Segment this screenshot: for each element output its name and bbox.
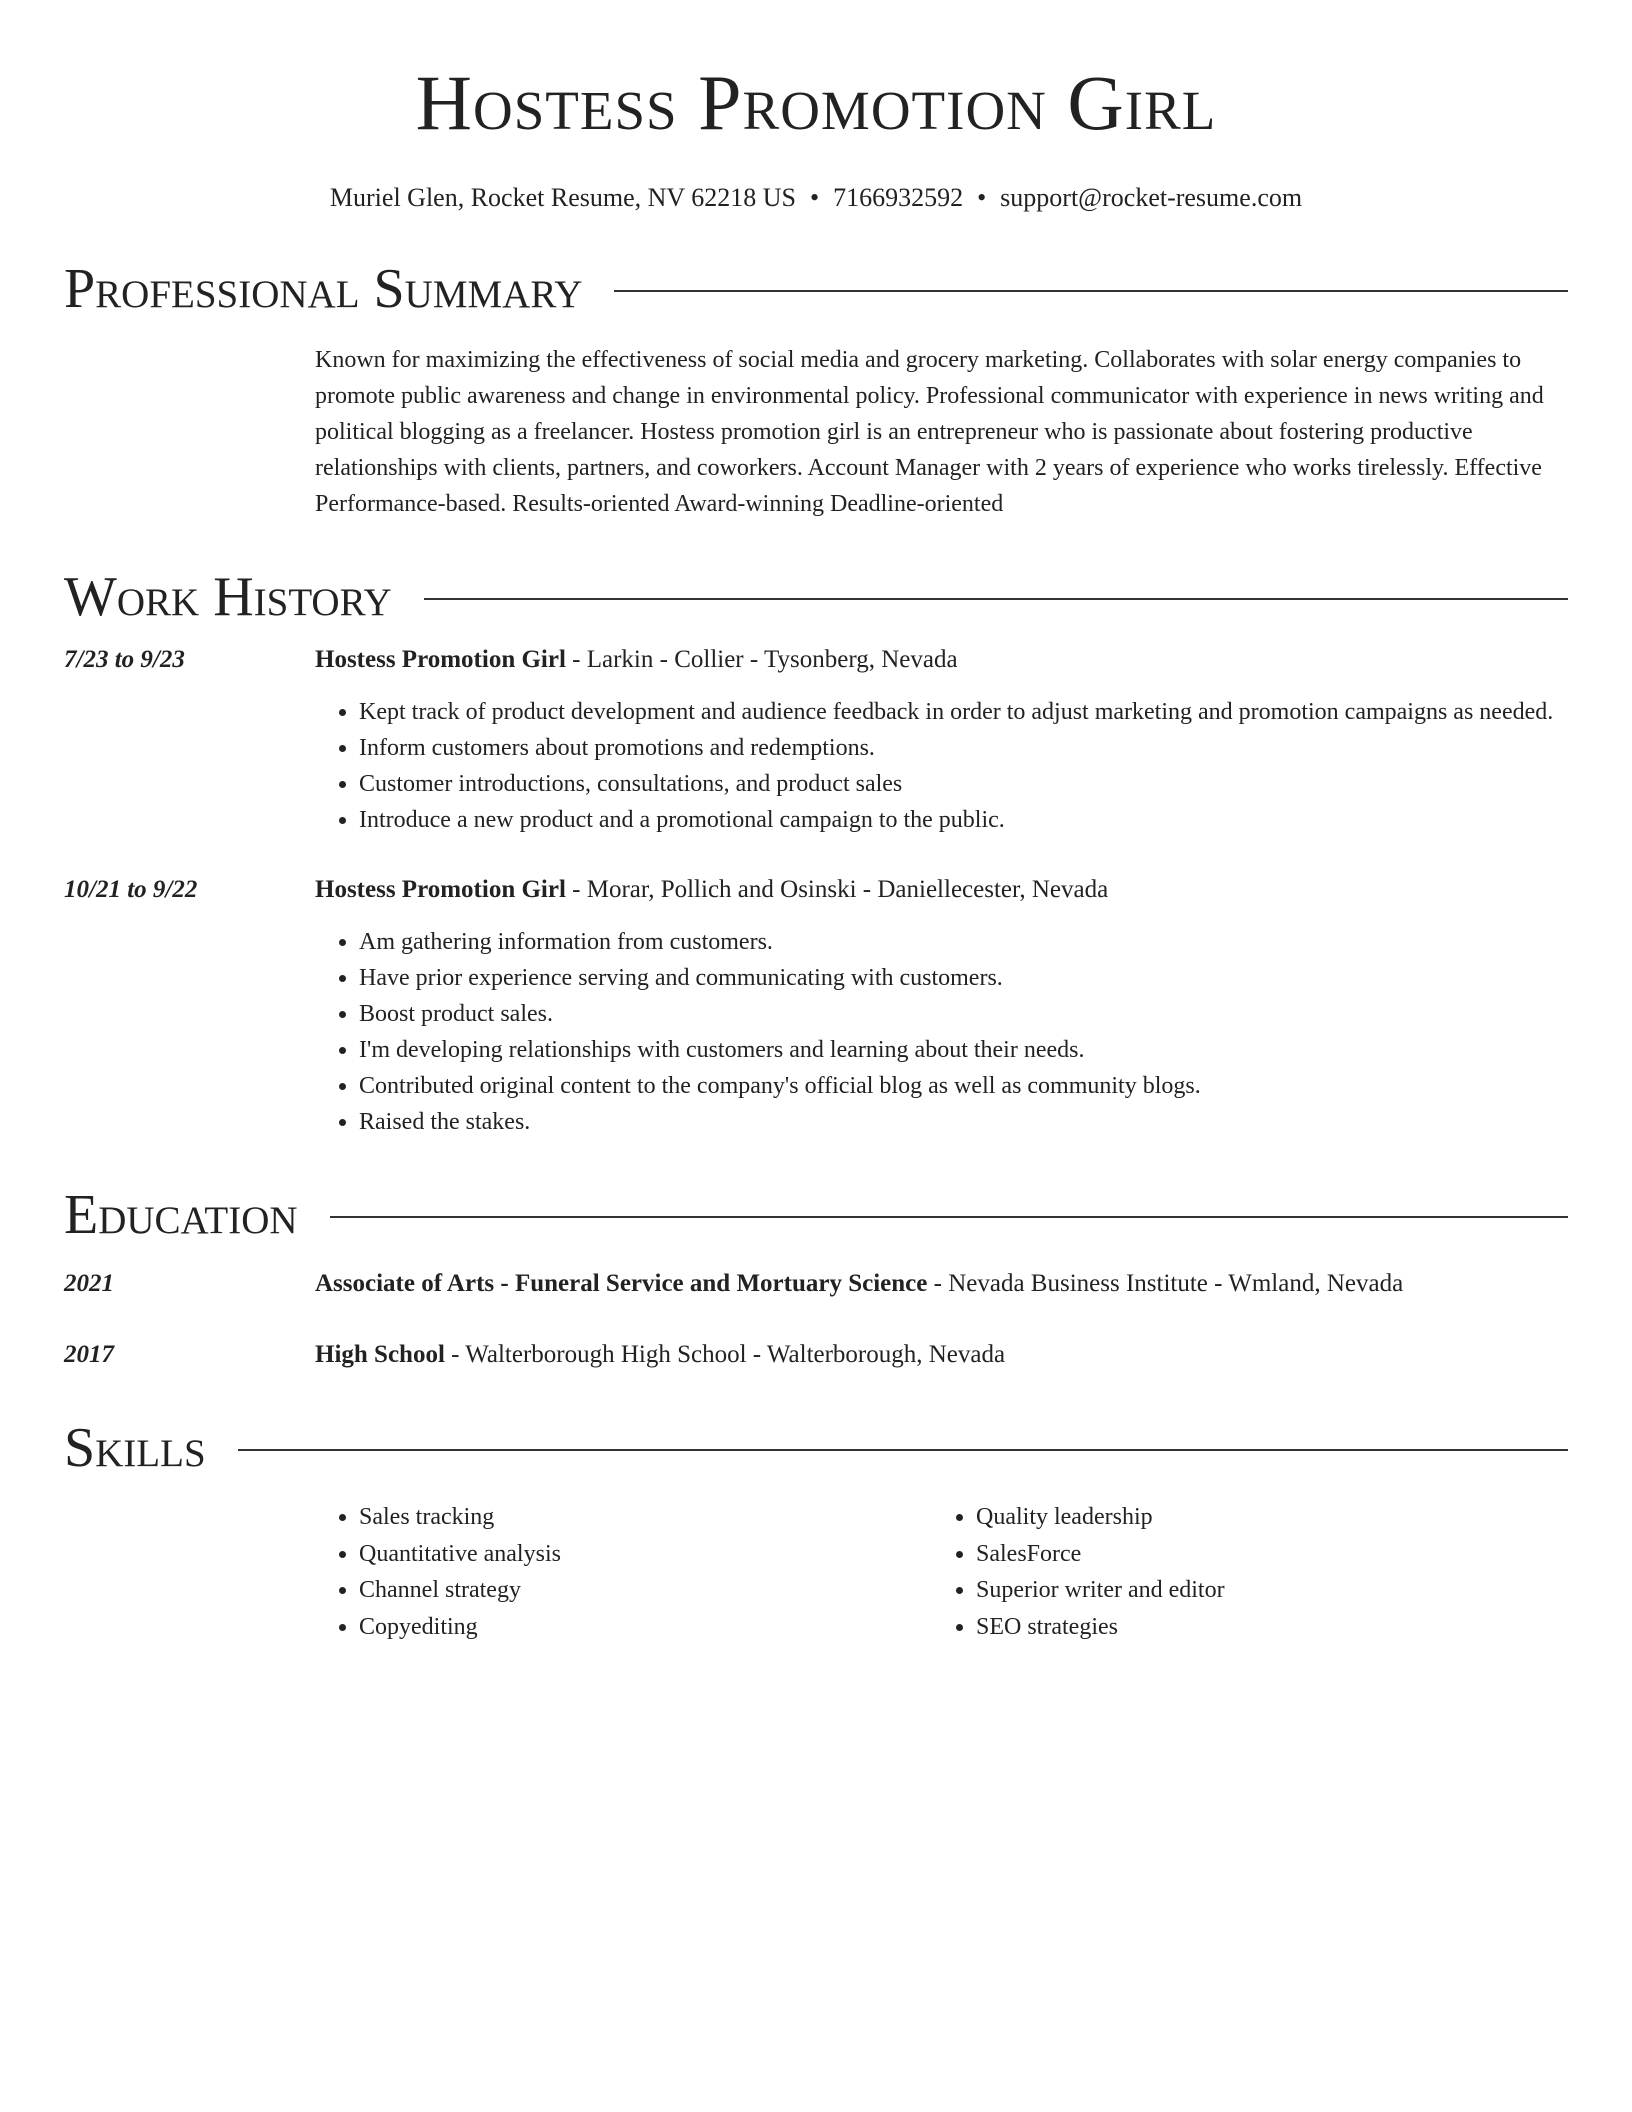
summary-section-header: [64, 258, 1568, 320]
education-degree: High School: [315, 1341, 445, 1368]
job-title: Hostess Promotion Girl: [315, 646, 566, 673]
job-content: [315, 872, 1568, 1140]
list-item: • Inform customers about promotions and redemptions.: [359, 730, 1568, 766]
job-entry: [64, 642, 1568, 838]
summary-heading: Professional Summary: [64, 258, 583, 320]
resume-name: Hostess Promotion Girl: [415, 59, 1217, 146]
education-year: 2017: [64, 1341, 114, 1368]
section-divider: [238, 1449, 1568, 1451]
work-heading: Work History: [64, 566, 392, 628]
contact-line: [64, 182, 1568, 214]
job-heading: [315, 872, 1568, 908]
skill-item: • Channel strategy: [359, 1572, 932, 1609]
list-item: • Boost product sales.: [359, 996, 1568, 1032]
list-item: • I'm developing relationships with customers and learning about their needs.: [359, 1032, 1568, 1068]
contact-separator: •: [809, 183, 820, 212]
job-details: - Larkin - Collier - Tysonberg, Nevada: [565, 646, 958, 673]
education-details: - Nevada Business Institute - Wmland, Nevada: [927, 1270, 1404, 1297]
skills-column-left: [315, 1499, 932, 1645]
section-divider: [330, 1216, 1568, 1218]
section-divider: [614, 290, 1568, 292]
job-entry: [64, 872, 1568, 1140]
job-content: [315, 642, 1568, 838]
skill-item: • Quality leadership: [976, 1499, 1549, 1536]
contact-separator: •: [977, 183, 987, 212]
list-item: • Am gathering information from customers.: [359, 924, 1568, 960]
skills-column-right: [932, 1499, 1549, 1645]
skill-item: • Quantitative analysis: [359, 1536, 932, 1573]
job-dates: 10/21 to 9/22: [64, 876, 198, 903]
list-item: • Contributed original content to the company's official blog as well as community blogs.: [359, 1068, 1568, 1104]
job-details: - Morar, Pollich and Osinski - Daniellecester, Nevada: [565, 876, 1109, 903]
list-item: • Raised the stakes.: [359, 1104, 1568, 1140]
section-divider: [424, 598, 1568, 600]
contact-email: support@rocket-resume.com: [1000, 183, 1303, 212]
education-content: [315, 1266, 1568, 1302]
education-section-header: [64, 1184, 1568, 1246]
education-entry: [64, 1266, 1568, 1302]
list-item: • Customer introductions, consultations, and product sales: [359, 766, 1568, 802]
education-degree: Associate of Arts - Funeral Service and Mortuary Science: [315, 1270, 928, 1297]
list-item: • Introduce a new product and a promotional campaign to the public.: [359, 802, 1568, 838]
skill-item: • SEO strategies: [976, 1609, 1549, 1646]
work-section-header: [64, 566, 1568, 628]
contact-address: Muriel Glen, Rocket Resume, NV 62218 US: [329, 183, 796, 212]
job-bullets: [315, 924, 1568, 1140]
job-bullets: [315, 694, 1568, 838]
skills-bullets: [315, 1499, 932, 1645]
skills-section-header: [64, 1417, 1568, 1479]
list-item: • Have prior experience serving and communicating with customers.: [359, 960, 1568, 996]
list-item: • Kept track of product development and audience feedback in order to adjust marketing and promotion campaigns as needed.: [359, 694, 1568, 730]
skills-bullets: [932, 1499, 1549, 1645]
job-dates: 7/23 to 9/23: [64, 646, 185, 673]
skill-item: • Superior writer and editor: [976, 1572, 1549, 1609]
skill-item: • SalesForce: [976, 1536, 1549, 1573]
skills-heading: Skills: [64, 1417, 206, 1479]
education-content: [315, 1337, 1568, 1373]
education-details: - Walterborough High School - Walterborough, Nevada: [444, 1341, 1006, 1368]
job-heading: [315, 642, 1568, 678]
skill-item: • Copyediting: [359, 1609, 932, 1646]
job-title: Hostess Promotion Girl: [315, 876, 566, 903]
skill-item: • Sales tracking: [359, 1499, 932, 1536]
education-heading: Education: [64, 1184, 298, 1246]
education-entry: [64, 1337, 1568, 1373]
summary-text: Known for maximizing the effectiveness of social media and grocery marketing. Collaborates with solar energy companies to promote public awareness and change in environmental policy. Professional communicator with experience in news writing and political blogging as a freelancer. Hostess promotion girl is an entrepreneur who is passionate about fostering productive relationships with clients, partners, and coworkers. Account Manager with 2 years of experience who works tirelessly. Effective Performance-based. Results-oriented Award-winning Deadline-oriented: [315, 347, 1544, 517]
contact-phone: 7166932592: [833, 183, 964, 212]
skills-list: [315, 1499, 1568, 1645]
education-year: 2021: [64, 1270, 114, 1297]
